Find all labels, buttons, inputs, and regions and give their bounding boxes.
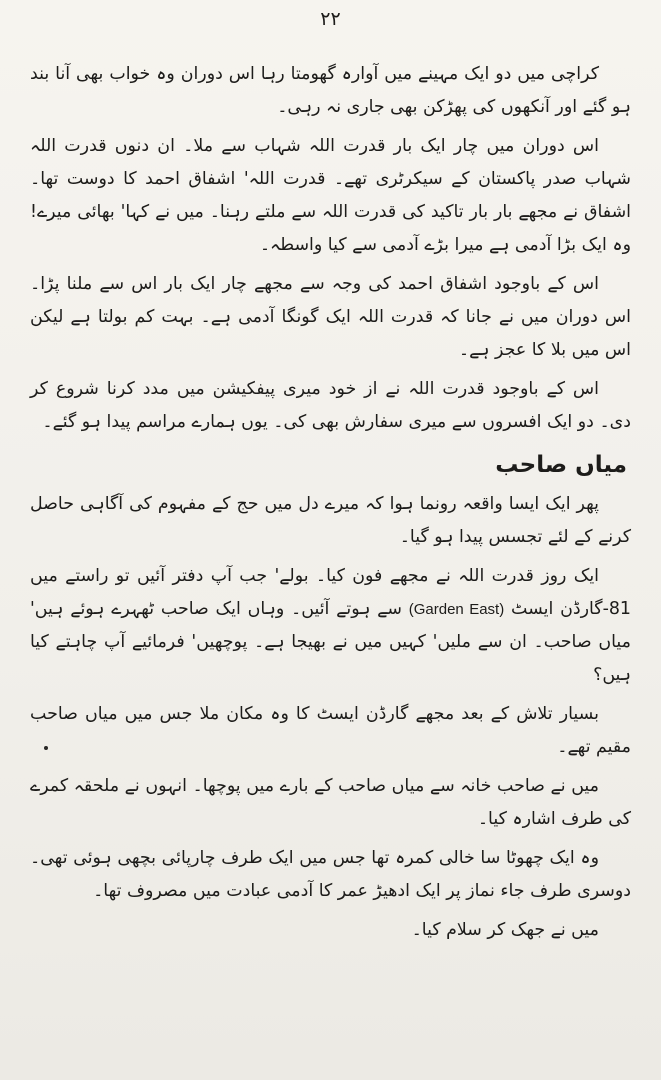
paragraph-karachi: کراچی میں دو ایک مہینے میں آوارہ گھومتا رہا اس دوران وہ خواب بھی آنا بند ہو گئے اور آنکھوں کی پھڑکن بھی جاری نہ رہی۔: [30, 64, 631, 117]
paragraph-search: بسیار تلاش کے بعد مجھے گارڈن ایسٹ کا وہ مکان ملا جس میں میاں صاحب مقیم تھے۔: [30, 704, 631, 757]
paragraph-hajj: پھر ایک ایسا واقعہ رونما ہوا کہ میرے دل میں حج کے مفہوم کی آگاہی حاصل کرنے کے لئے تجسس پیدا ہو گیا۔: [30, 494, 631, 547]
phone-call-text-start: ایک روز قدرت اللہ نے مجھے فون کیا۔ بولے' جب آپ دفتر آئیں تو راستے میں 81-گارڈن ایسٹ: [30, 566, 631, 619]
paragraph-ashfaq: اس کے باوجود اشفاق احمد کی وجہ سے مجھے چار ایک بار اس سے ملنا پڑا۔ اس دوران میں نے جانا کہ قدرت اللہ ایک گونگا آدمی ہے۔ بہت کم بولتا ہے لیکن اس میں بلا کا عجز ہے۔: [30, 274, 631, 360]
garden-east-english: (Garden East): [408, 601, 505, 618]
paragraph-greeting: میں نے جھک کر سلام کیا۔: [411, 920, 599, 940]
paragraph-recommendation: اس کے باوجود قدرت اللہ نے از خود میری پیفکیشن میں مدد کرنا شروع کر دی۔ دو ایک افسروں سے میری سفارش بھی کی۔ یوں ہمارے مراسم پیدا ہو گئے۔: [30, 379, 631, 432]
page-body: [30, 58, 631, 953]
phone-call-text-end: سے ہوتے آئیں۔ وہاں ایک صاحب ٹھہرے ہوئے ہیں' میاں صاحب۔ ان سے ملیں' کہیں میں نے بھیجا ہے۔ پوچھیں' فرمائیے آپ چاہتے کیا ہیں؟: [30, 599, 631, 685]
section-heading: میاں صاحب: [495, 452, 627, 478]
paragraph-qudratullah: اس دوران میں چار ایک بار قدرت اللہ شہاب سے ملا۔ ان دنوں قدرت اللہ شہاب صدر پاکستان کے سیکرٹری تھے۔ قدرت اللہ' اشفاق احمد کا دوست تھا۔ اشفاق نے مجھے بار بار تاکید کی قدرت اللہ سے ملتے رہنا۔ میں نے کہا' بھائی میرے! وہ ایک بڑا آدمی ہے میرا بڑے آدمی سے کیا واسطہ۔: [30, 136, 631, 255]
paragraph-phone-call: [30, 560, 631, 692]
page-number: ۲۲: [320, 8, 341, 30]
paragraph-room: وہ ایک چھوٹا سا خالی کمرہ تھا جس میں ایک طرف چارپائی بچھی ہوئی تھی۔ دوسری طرف جاء نماز پر ایک ادھیڑ عمر کا آدمی عبادت میں مصروف تھا۔: [30, 848, 631, 901]
paragraph-host: میں نے صاحب خانہ سے میاں صاحب کے بارے میں پوچھا۔ انہوں نے ملحقہ کمرے کی طرف اشارہ کیا۔: [30, 776, 631, 829]
